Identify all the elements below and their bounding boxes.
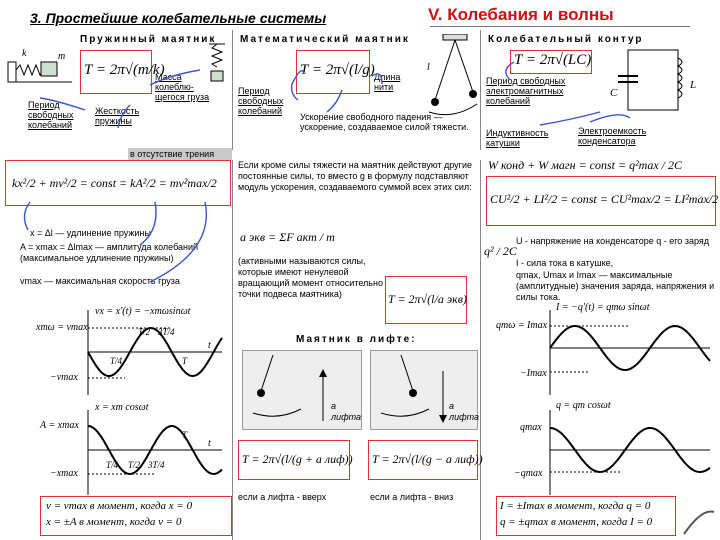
pendulum-length-label: Длина нити bbox=[374, 72, 401, 92]
page-title-right: V. Колебания и волны bbox=[428, 5, 614, 24]
max-note: qmax, Umax и Imax — максимальные (амплитудные) значения заряда, напряжения и силы тока. bbox=[516, 270, 715, 302]
spring-arrows bbox=[0, 40, 232, 130]
elevator-up-panel bbox=[242, 350, 362, 430]
pendulum-accel-label: Ускорение свободного падения — ускорение, создаваемое силой тяжести. bbox=[300, 112, 469, 132]
qm-omega-label: qmω = Imax bbox=[496, 320, 548, 331]
circuit-C-label: C bbox=[610, 87, 618, 99]
elevator-down-panel bbox=[370, 350, 478, 430]
xm-omega-label: xmω = vmax bbox=[36, 322, 88, 333]
spring-heading: Пружинный маятник bbox=[80, 34, 217, 45]
circuit-inductance-label: Индуктивность катушки bbox=[486, 128, 549, 148]
minus-xmax-label: −xmax bbox=[50, 468, 78, 479]
pendulum-heading: Математический маятник bbox=[240, 34, 410, 45]
x-definition: x = Δl — удлинение пружины bbox=[30, 228, 151, 238]
circuit-L-label: L bbox=[690, 79, 697, 91]
circuit-heading: Колебательный контур bbox=[488, 34, 644, 45]
minus-qmax-label: −qmax bbox=[514, 468, 543, 479]
T3_4-tick: 3T/4 bbox=[158, 327, 175, 337]
A-xmax-label: A = xmax bbox=[40, 420, 79, 431]
eff-formula: T = 2π√(l/a экв) bbox=[388, 292, 467, 306]
t-axis-label: t bbox=[208, 438, 211, 449]
divider bbox=[232, 160, 233, 540]
elevator-up-note: если a лифта - вверх bbox=[238, 492, 327, 502]
other-forces-text: Если кроме силы тяжести на маятник действуют другие постоянные силы, то вместо g в формулу подставляют модуль ускорения, создаваемого суммой всех этих сил: bbox=[238, 160, 472, 192]
spring-energy-eq: kx²/2 + mv²/2 = const = kA²/2 = mv²max/2 bbox=[12, 176, 217, 190]
pendulum-arrows bbox=[232, 44, 480, 124]
active-forces-note: (активными называются силы, которые имеют ненулевой вращающий момент относительно точки подвеса маятника) bbox=[238, 256, 383, 299]
elevator-heading: Маятник в лифте: bbox=[296, 334, 417, 345]
elevator-down-note: если a лифта - вниз bbox=[370, 492, 454, 502]
v-definition: vmax — максимальная скорость груза bbox=[20, 276, 180, 286]
T2-tick: T/2 bbox=[128, 460, 141, 470]
spring-period-label: Период свободных колебаний bbox=[28, 100, 74, 130]
A-definition: A = xmax = Δlmax — амплитуда колебаний (максимальное удлинение пружины) bbox=[20, 242, 199, 263]
elevator-down-a-label: a лифта bbox=[449, 401, 480, 422]
spring-m-label: m bbox=[58, 51, 66, 62]
circuit-arrows bbox=[480, 40, 720, 140]
position-equation: x = xm cosωt bbox=[95, 402, 149, 413]
T3_4-tick: 3T/4 bbox=[148, 460, 165, 470]
velocity-equation: vx = x′(t) = −xmωsinωt bbox=[95, 306, 191, 317]
elevator-down-formula: T = 2π√(l/(g − a лиф)) bbox=[372, 452, 483, 466]
slide-corner-icon bbox=[682, 508, 716, 538]
I-note: I - сила тока в катушке, bbox=[516, 258, 614, 268]
t-axis-label: t bbox=[208, 340, 211, 351]
T2-tick: T/2 bbox=[138, 327, 151, 337]
a-eff-formula: a экв = ΣF акт / m bbox=[240, 230, 335, 244]
circuit-formula: T = 2π√(LC) bbox=[514, 52, 592, 68]
right-bottom-line1: I = ±Imax в момент, когда q = 0 bbox=[500, 500, 651, 512]
spring-mass-label: Масса колеблю-щегося груза bbox=[155, 72, 210, 102]
pendulum-formula: T = 2π√(l/g) bbox=[300, 62, 375, 78]
T4-tick: T/4 bbox=[106, 460, 119, 470]
right-bottom-line2: q = ±qmax в момент, когда I = 0 bbox=[500, 516, 653, 528]
charge-equation: q = qm cosωt bbox=[556, 400, 611, 411]
q2-2C-formula: q² / 2C bbox=[484, 244, 517, 258]
current-equation: I = −q′(t) = qmω sinωt bbox=[556, 302, 650, 313]
circuit-period-label: Период свободных электромагнитных колебаний bbox=[486, 76, 566, 106]
spring-stiffness-label: Жесткость пружины bbox=[95, 106, 140, 126]
qmax-label: qmax bbox=[520, 422, 542, 433]
T-tick: T bbox=[182, 356, 188, 366]
title-underline bbox=[430, 26, 690, 27]
left-bottom-line1: v = vmax в момент, когда x = 0 bbox=[46, 500, 193, 512]
pendulum-period-label: Период свободных колебаний bbox=[238, 86, 284, 116]
spring-k-label: k bbox=[22, 48, 27, 59]
energy-arrows bbox=[0, 190, 232, 290]
spring-formula: T = 2π√(m/k) bbox=[84, 62, 165, 78]
T-tick: T bbox=[182, 430, 188, 440]
left-graphs bbox=[0, 300, 232, 500]
T4-tick: T/4 bbox=[110, 356, 123, 366]
no-friction-label: в отсутствие трения bbox=[130, 149, 215, 159]
pendulum-l-label: l bbox=[427, 62, 430, 73]
elevator-up-formula: T = 2π√(l/(g + a лиф)) bbox=[242, 452, 353, 466]
elevator-up-a-label: a лифта bbox=[331, 401, 362, 422]
minus-Imax-label: −Imax bbox=[520, 368, 547, 379]
left-bottom-line2: x = ±A в момент, когда v = 0 bbox=[46, 516, 182, 528]
page-title-left: 3. Простейшие колебательные системы bbox=[30, 10, 327, 26]
U-note: U - напряжение на конденсаторе q - его заряд bbox=[516, 236, 709, 246]
circuit-energy-eq: CU²/2 + LI²/2 = const = CU²max/2 = LI²max/2 bbox=[490, 192, 719, 206]
minus-vmax-label: −vmax bbox=[50, 372, 78, 383]
circuit-W-eq: W конд + W магн = const = q²max / 2C bbox=[488, 158, 683, 172]
circuit-capacitance-label: Электроемкость конденсатора bbox=[578, 126, 647, 146]
